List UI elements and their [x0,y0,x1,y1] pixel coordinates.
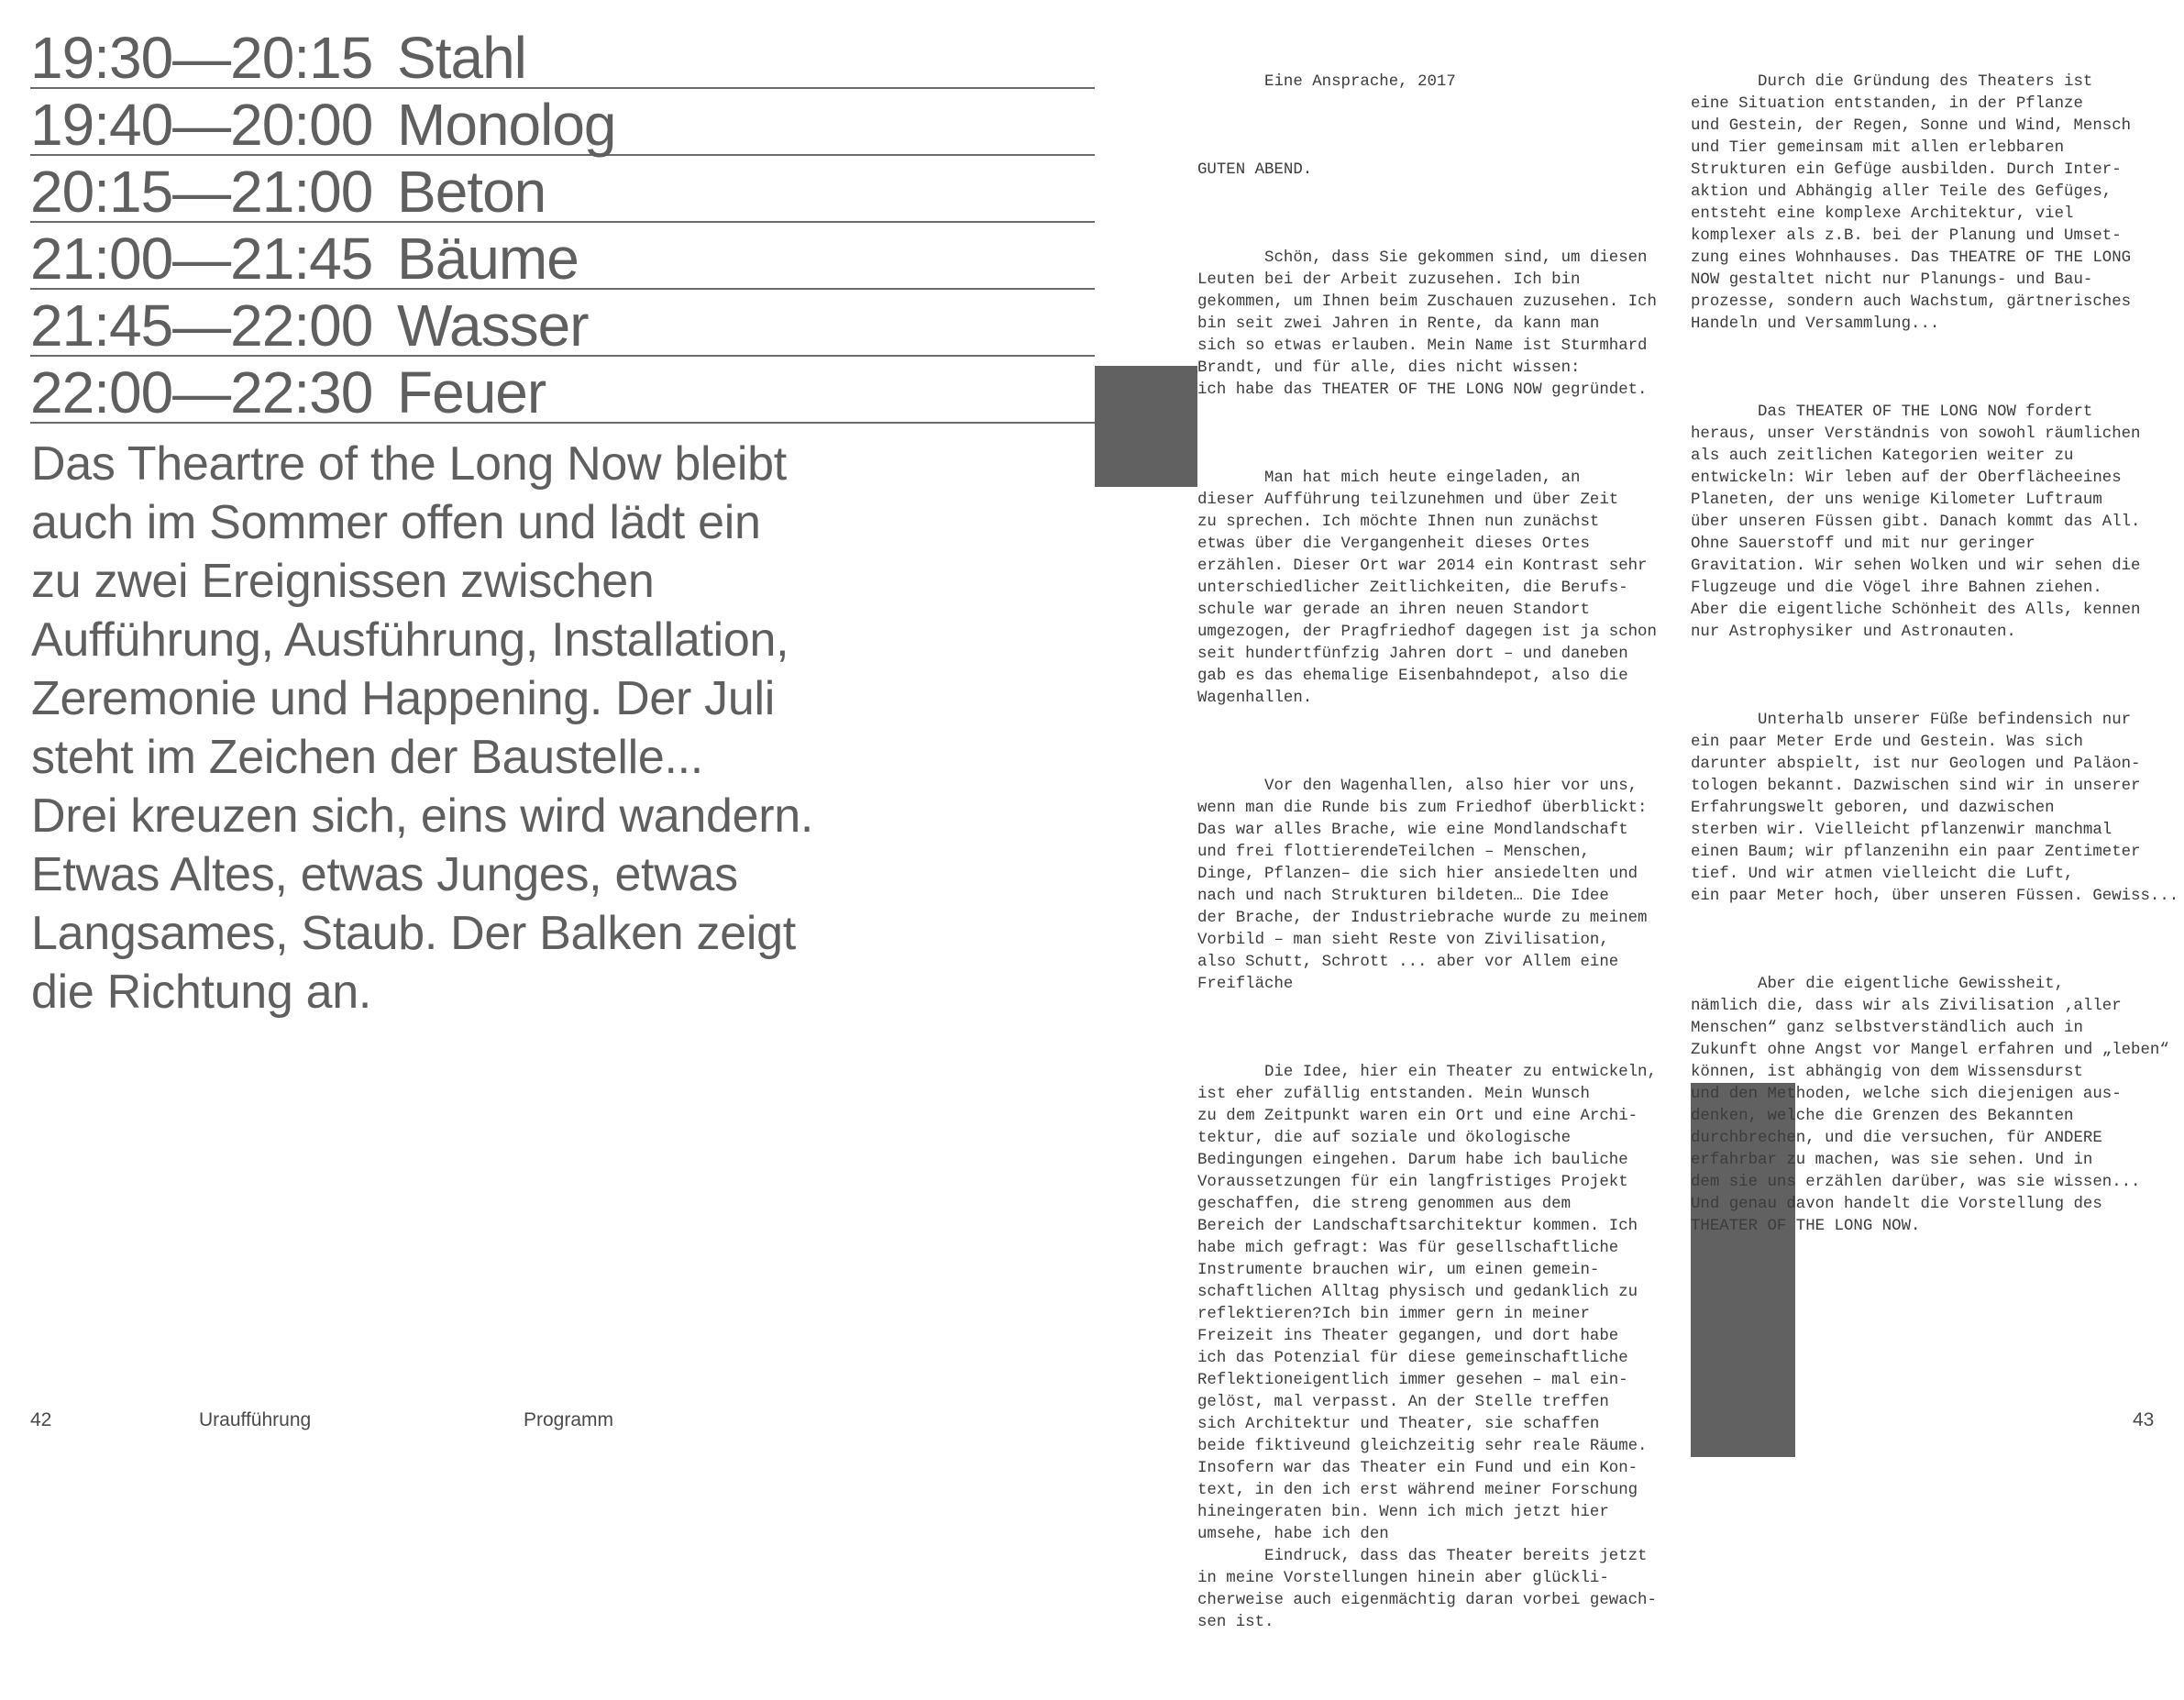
schedule-row [30,357,1095,424]
schedule-row [30,223,1095,290]
speech-paragraph: Unterhalb unserer Füße befindensich nur ein paar Meter Erde und Gestein. Was sich darunter abspielt, ist nur Geologen und Paläon- tologen bekannt. Dazwischen sind wir in unserer Erfahrungswelt geboren, und dazwischen sterben wir. Vielleicht pflanzenwir manchmal einen Baum; wir pflanzenihn ein paar Zentimeter tief. Und wir atmen vielleicht die Luft, ein paar Meter hoch, über unseren Füssen. Gewiss... [1691,712,2179,905]
intro-line: auch im Sommer offen und lädt ein [31,496,761,549]
schedule-title: Monolog [397,92,616,158]
schedule-list [30,22,1095,424]
speech-paragraph: Vor den Wagenhallen, also hier vor uns, wenn man die Runde bis zum Friedhof überblickt: Das war alles Brache, wie eine Mondlandschaft und frei flottierendeTeilchen – Menschen, Dinge, Pflanzen– die sich hier ansiedelten und nach und nach Strukturen bildeten… Die Idee der Brache, der Industriebrache wurde zu meinem Vorbild – man sieht Reste von Zivilisation, also Schutt, Schrott ... aber vor Allem eine Freifläche [1197,778,1648,993]
schedule-title: Bäume [397,226,579,292]
schedule-time: 22:00—22:30 [30,359,373,425]
footer-section: Uraufführung [199,1409,312,1430]
intro-line: Etwas Altes, etwas Junges, etwas [31,848,738,901]
intro-text [31,435,1049,1021]
footer-chapter: Programm [524,1409,614,1430]
speech-paragraph: Durch die Gründung des Theaters ist eine Situation entstanden, in der Pflanze und Gestein, der Regen, Sonne und Wind, Mensch und Tier gemeinsam mit allen erlebbaren Strukturen ein Gefüge ausbilden. Durch Inter- aktion und Abhängig aller Teile des Gefüges, entsteht eine komplexe Architektur, viel komplexer als z.B. bei der Planung und Umset- zung eines Wohnhauses. Das THEATRE OF THE LONG NOW gestaltet nicht nur Planungs- und Bau- prozesse, sondern auch Wachstum, gärtnerisches Handeln und Versammlung... [1691,73,2132,333]
schedule-title: Feuer [397,359,546,425]
schedule-row [30,290,1095,357]
schedule-title: Beton [397,159,546,225]
speech-paragraph: Schön, dass Sie gekommen sind, um diesen Leuten bei der Arbeit zuzusehen. Ich bin gekommen, um Ihnen beim Zuschauen zuzusehen. Ich bin seit zwei Jahren in Rente, da kann man sich so etwas erlauben. Mein Name ist Sturmhard Brandt, und für alle, dies nicht wissen: ich habe das THEATER OF THE LONG NOW gegründet. [1197,249,1657,399]
intro-line: die Richtung an. [31,966,372,1019]
speech-paragraph: Das THEATER OF THE LONG NOW fordert heraus, unser Verständnis von sowohl räumlichen als auch zeitlichen Kategorien weiter zu entwickeln: Wir leben auf der Oberflächeeines Planeten, der uns wenige Kilometer Luftraum über unseren Füssen gibt. Danach kommt das All. Ohne Sauerstoff und mit nur geringer Gravitation. Wir sehen Wolken und wir sehen die Flugzeuge und die Vögel ihre Bahnen ziehen. Aber die eigentliche Schönheit des Alls, kennen nur Astrophysiker und Astronauten. [1691,403,2141,641]
gutter-bar [1095,366,1197,487]
schedule-row [30,22,1095,89]
intro-line: Das Theartre of the Long Now bleibt [31,437,787,491]
intro-line: Zeremonie und Happening. Der Juli [31,672,776,725]
intro-line: Langsames, Staub. Der Balken zeigt [31,907,796,960]
schedule-time: 21:00—21:45 [30,226,373,292]
schedule-time: 21:45—22:00 [30,293,373,359]
schedule-time: 19:40—20:00 [30,92,373,158]
speech-heading: Eine Ansprache, 2017 [1197,73,1456,91]
speech-column-right [1691,28,2178,1304]
schedule-title: Wasser [397,293,589,359]
intro-line: steht im Zeichen der Baustelle... [31,731,703,784]
speech-paragraph: Aber die eigentliche Gewissheit, nämlich die, dass wir als Zivilisation ‚aller Menschen“ ganz selbstverständlich auch in Zukunft ohne Angst vor Mangel erfahren und „leben“ können, ist abhängig von dem Wissensdurst und den Methoden, welche sich diejenigen aus- denken, welche die Grenzen des Bekannten durchbrechen, und die versuchen, für ANDERE erfahrbar zu machen, was sie sehen. Und in dem sie uns erzählen darüber, was sie wissen... Und genau davon handelt die Vorstellung des THEATER OF THE LONG NOW. [1691,976,2169,1235]
speech-paragraph: Die Idee, hier ein Theater zu entwickeln, ist eher zufällig entstanden. Mein Wunsch zu dem Zeitpunkt waren ein Ort und eine Archi- tektur, die auf soziale und ökologische Bedingungen eingehen. Darum habe ich bauliche Voraussetzungen für ein langfristiges Projekt geschaffen, die streng genommen aus dem Bereich der Landschaftsarchitektur kommen. Ich habe mich gefragt: Was für gesellschaftliche Instrumente brauchen wir, um einen gemein- schaftlichen Alltag physisch und gedanklich zu reflektieren?Ich bin immer gern in meiner Freizeit ins Theater gegangen, und dort habe ich das Potenzial für diese gemeinschaftliche Reflektioneigentlich immer gesehen – mal ein- gelöst, mal verpasst. An der Stelle treffen sich Architektur und Theater, sie schaffen beide fiktiveund gleichzeitig sehr reale Räume. Insofern war das Theater ein Fund und ein Kon- text, in den ich erst während meiner Forschung hineingeraten bin. Wenn ich mich jetzt hier umsehe, habe ich den Eindruck, dass das Theater bereits jetzt in meine Vorstellungen hinein aber glückli- cherweise auch eigenmächtig daran vorbei gewach- sen ist. [1197,1064,1657,1631]
speech-column-left [1197,28,1657,1700]
speech-greeting: GUTEN ABEND. [1197,161,1313,179]
schedule-title: Stahl [397,25,526,91]
page-number-right: 43 [2133,1409,2155,1430]
schedule-time: 19:30—20:15 [30,25,373,91]
schedule-row [30,156,1095,223]
schedule-time: 20:15—21:00 [30,159,373,225]
page-number-left: 42 [30,1409,52,1430]
intro-line: Aufführung, Ausführung, Installation, [31,613,789,667]
speech-paragraph: Man hat mich heute eingeladen, an dieser Aufführung teilzunehmen und über Zeit zu sprechen. Ich möchte Ihnen nun zunächst etwas über die Vergangenheit dieses Ortes erzählen. Dieser Ort war 2014 ein Kontrast sehr unterschiedlicher Zeitlichkeiten, die Berufs- schule war gerade an ihren neuen Standort umgezogen, der Pragfriedhof dagegen ist ja schon seit hundertfünfzig Jahren dort – und daneben gab es das ehemalige Eisenbahndepot, also die Wagenhallen. [1197,469,1657,707]
schedule-row [30,89,1095,156]
intro-line: zu zwei Ereignissen zwischen [31,555,655,608]
intro-line: Drei kreuzen sich, eins wird wandern. [31,789,814,843]
